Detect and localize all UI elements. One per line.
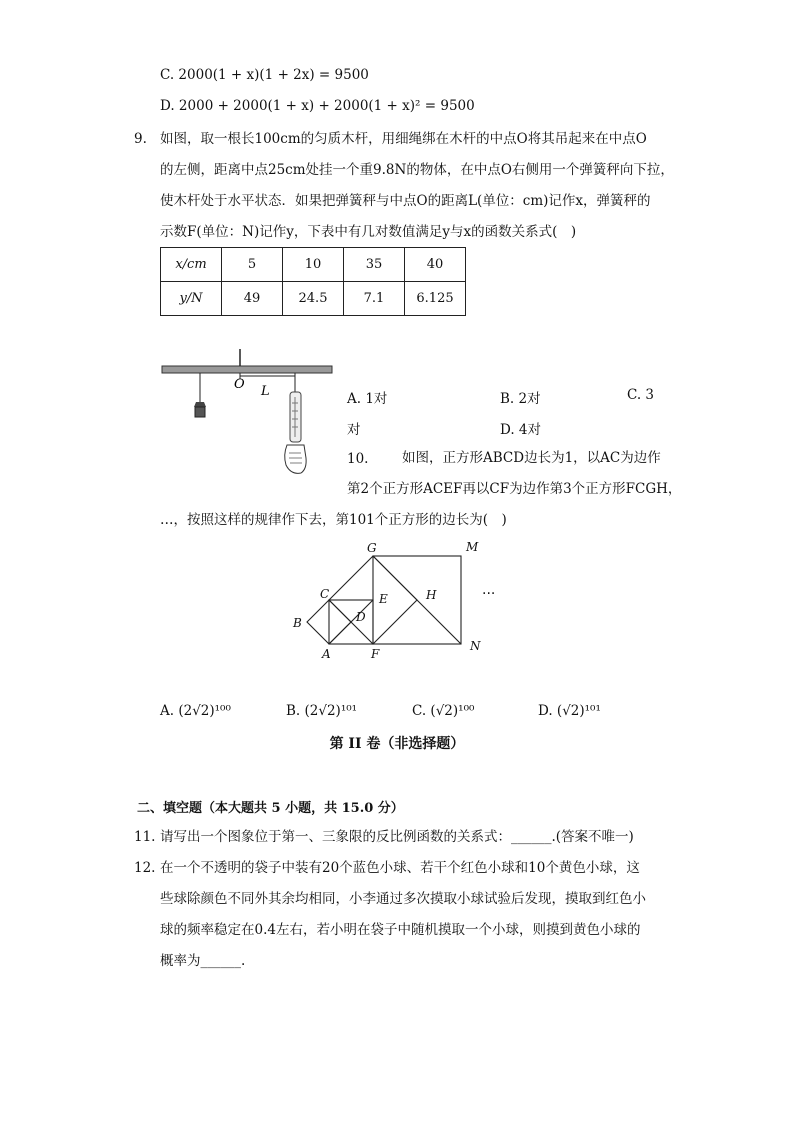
weight-block [195,407,205,417]
table-cell: 6.125 [405,282,466,316]
q9-option-a: A. 1对 [347,391,388,407]
squares-figure [285,535,510,665]
q12-line-3: 球的频率稳定在0.4左右，若小明在袋子中随机摸取一个小球，则摸到黄色小球的 [160,922,641,938]
q9-line-1: 如图，取一根长100cm的匀质木杆，用细绳绑在木杆的中点O将其吊起来在中点O [160,131,647,147]
table-cell: 5 [222,248,283,282]
label-d: D [356,610,366,624]
q10-line-3: …，按照这样的规律作下去，第101个正方形的边长为( ) [160,512,507,528]
q10-option-d: D. (√2)¹⁰¹ [538,703,601,719]
weight-hook [194,402,206,407]
q9-option-d: D. 4对 [500,422,542,438]
table-cell: 7.1 [344,282,405,316]
lever-rod [162,366,332,373]
table-row [161,282,466,316]
q8-option-c: C. 2000(1 + x)(1 + 2x) = 9500 [160,67,369,83]
q9-option-c: C. 3 [627,387,655,403]
q9-line-2: 的左侧，距离中点25cm处挂一个重9.8N的物体，在中点O右侧用一个弹簧秤向下拉， [160,162,674,178]
q12-number: 12. [134,860,156,876]
q11-number: 11. [134,829,156,845]
label-e: E [379,592,388,606]
label-c: C [320,587,330,601]
q10-option-a: A. (2√2)¹⁰⁰ [160,703,231,719]
q9-value-table [160,247,466,316]
q9-line-3: 使木杆处于水平状态．如果把弹簧秤与中点O的距离L(单位：cm)记作x，弹簧秤的 [160,193,651,209]
q10-option-c: C. (√2)¹⁰⁰ [412,703,475,719]
label-h: H [426,588,437,602]
table-cell: 35 [344,248,405,282]
q8-option-d: D. 2000 + 2000(1 + x) + 2000(1 + x)² = 9500 [160,98,475,114]
table-cell: 10 [283,248,344,282]
part2-title: 第 II 卷（非选择题） [329,736,465,752]
label-l: L [261,384,270,399]
q9-option-b: B. 2对 [500,391,541,407]
q9-line-4: 示数F(单位：N)记作y，下表中有几对数值满足y与x的函数关系式( ) [160,224,577,240]
q10-line-1: 如图，正方形ABCD边长为1，以AC为边作 [402,450,661,466]
table-cell: 24.5 [283,282,344,316]
hand-icon [285,445,306,473]
table-cell: x/cm [161,248,222,282]
q9-number: 9. [134,131,147,147]
label-m: M [466,540,479,554]
table-cell: 49 [222,282,283,316]
label-g: G [367,541,377,555]
q12-line-4: 概率为______. [160,953,246,969]
label-f: F [371,647,380,661]
q9-option-c-cont: 对 [347,422,361,438]
q12-line-2: 些球除颜色不同外其余均相同，小李通过多次摸取小球试验后发现，摸取到红色小 [160,891,646,907]
label-a: A [322,647,331,661]
label-n: N [470,639,481,653]
q10-number: 10. [347,451,369,467]
q11-text: 请写出一个图象位于第一、三象限的反比例函数的关系式：______.(答案不唯一) [160,829,634,845]
label-o: O [234,377,245,392]
lever-figure [155,345,345,480]
q10-line-2: 第2个正方形ACEF再以CF为边作第3个正方形FCGH， [347,481,682,497]
table-cell: 40 [405,248,466,282]
table-cell: y/N [161,282,222,316]
label-dots: ··· [482,586,496,602]
q10-option-b: B. (2√2)¹⁰¹ [286,703,358,719]
section2-title: 二、填空题（本大题共 5 小题，共 15.0 分） [137,801,404,816]
table-row [161,248,466,282]
q12-line-1: 在一个不透明的袋子中装有20个蓝色小球、若干个红色小球和10个黄色小球，这 [160,860,640,876]
label-b: B [293,616,302,630]
